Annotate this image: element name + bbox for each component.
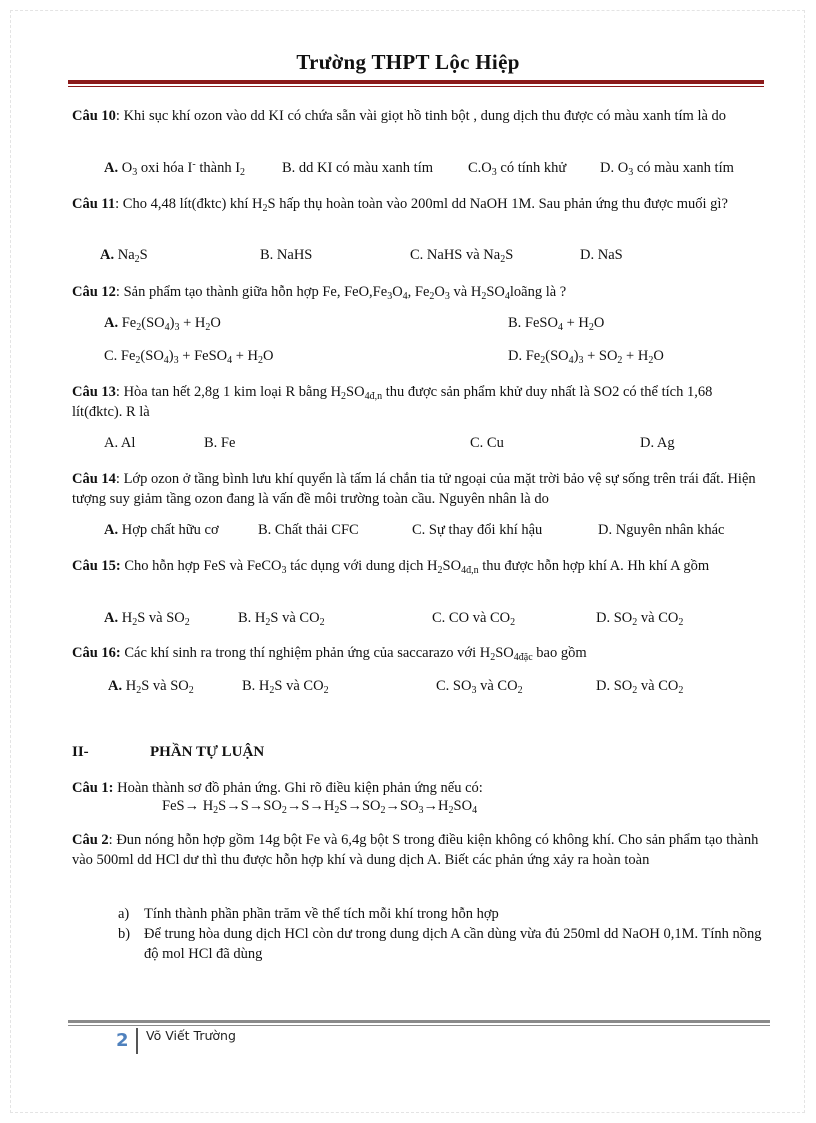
option-b: B. dd KI có màu xanh tím <box>282 160 434 176</box>
essay-question-1: Câu 1: Hoàn thành sơ đồ phản ứng. Ghi rõ điều kiện phản ứng nếu có: <box>72 780 483 796</box>
option-c: $C.O_3$ có tính khử <box>468 160 567 178</box>
question-label: Câu 10 <box>72 108 116 124</box>
option-b: B. $H_2S$ và $CO_2$ <box>238 610 325 628</box>
reaction-scheme: $FeS\to H_2S\to S\to SO_2\to S\to H_2S\to SO_2\to SO_3\to H_2SO_4$ <box>162 798 478 816</box>
question-10 <box>72 106 762 126</box>
question-label: Câu 12 <box>72 284 116 300</box>
option-c: C. CO và $CO_2$ <box>432 610 516 628</box>
page-number: 2 <box>116 1030 129 1051</box>
sub-question-a: a) Tính thành phần phần trăm về thể tích mỗi khí trong hỗn hợp <box>118 906 499 922</box>
footer-divider <box>136 1028 138 1054</box>
sub-question-b: b) Để trung hòa dung dịch HCl còn dư trong dung dịch A cần dùng vừa đủ 250ml dd NaOH 0,1M. Tính nồng độ mol HCl đã dùng <box>118 926 762 962</box>
option-a: A. $O_3$ oxi hóa I- thành $I_2$ <box>104 159 246 178</box>
school-title: Trường THPT Lộc Hiệp <box>296 50 520 74</box>
option-a: A. $H_2S$ và $SO_2$ <box>104 610 190 628</box>
option-b: B. $H_2S$ và $CO_2$ <box>242 678 329 696</box>
question-11: Câu 11: Cho 4,48 lít(đktc) khí $H_2S$ hấp thụ hoàn toàn vào 200ml dd NaOH 1M. Sau phản ứng thu được muối gì? <box>72 196 728 214</box>
option-d: D. NaS <box>580 247 623 263</box>
option-d: D. $SO_2$ và $CO_2$ <box>596 610 684 628</box>
footer-rule-thin <box>68 1025 770 1026</box>
question-label: Câu 14 <box>72 471 116 487</box>
option-c: C. Sự thay đổi khí hậu <box>412 522 543 538</box>
option-d: D. $O_3$ có màu xanh tím <box>600 160 734 178</box>
option-c: C. Cu <box>470 435 504 451</box>
option-b: B. FeSO$_4$ + $H_2O$ <box>508 315 605 333</box>
question-label: Câu 13 <box>72 384 116 400</box>
option-a: A. $Fe_2(SO_4)_3 + H_2O$ <box>104 315 221 333</box>
question-15: Câu 15: Cho hỗn hợp FeS và FeCO$_3$ tác dụng với dung dịch $H_2SO_{4đ,n}$ thu được hỗn hợp khí A. Hh khí A gồm <box>72 558 710 576</box>
option-d: D. $SO_2$ và $CO_2$ <box>596 678 684 696</box>
option-a: A. $Na_2S$ <box>100 247 148 265</box>
question-13: Câu 13: Hòa tan hết 2,8g 1 kim loại R bằng $H_2SO_{4đ,n}$ thu được sản phẩm khử duy nhất là SO2 có thể tích 1,68 lít(đktc). R là <box>72 384 713 420</box>
option-a: A. Hợp chất hữu cơ <box>104 522 219 538</box>
question-label: Câu 2 <box>72 832 109 848</box>
question-12: Câu 12: Sản phẩm tạo thành giữa hỗn hợp Fe, $FeO,Fe_3O_4$, $Fe_2O_3$ và $H_2SO_4loãng$ là ? <box>72 284 567 302</box>
question-label: Câu 16: <box>72 645 121 661</box>
option-c: C. NaHS và $Na_2S$ <box>410 247 514 265</box>
essay-question-2: Câu 2: Đun nóng hỗn hợp gồm 14g bột Fe và 6,4g bột S trong điều kiện không có không khí. Cho sản phẩm tạo thành vào 500ml dd HCl dư thì thu được hỗn hợp khí và dung dịch A. Biết các phản ứng xảy ra hoàn toàn <box>72 832 759 868</box>
option-d: D. Ag <box>640 435 675 451</box>
option-b: B. Fe <box>204 435 236 451</box>
question-label: Câu 11 <box>72 196 116 212</box>
option-b: B. NaHS <box>260 247 313 263</box>
section-heading: II- PHẦN TỰ LUẬN <box>72 744 265 760</box>
author-name: Võ Viết Trường <box>146 1028 236 1043</box>
option-d: D. $Fe_2(SO_4)_3 + SO_2 + H_2O$ <box>508 348 664 366</box>
question-text: : Khi sục khí ozon vào dd KI có chứa sẵn vài giọt hồ tinh bột , dung dịch thu được có màu xanh tím là do <box>115 108 727 124</box>
option-b: B. Chất thải CFC <box>258 522 359 538</box>
question-14: Câu 14: Lớp ozon ở tầng bình lưu khí quyển là tấm lá chắn tia tử ngoại của mặt trời bảo vệ sự sống trên trái đất. Hiện tượng suy giảm tầng ozon đang là vấn đề môi trường toàn cầu. Nguyên nhân là do <box>72 471 756 507</box>
header-rule-thin <box>68 86 764 87</box>
question-16: Câu 16: Các khí sinh ra trong thí nghiệm phản ứng của saccarazo với $H_2SO_{4đặc}$ bao gồm <box>72 645 587 663</box>
question-label: Câu 1: <box>72 780 114 796</box>
footer-rule <box>68 1020 770 1023</box>
option-c: C. $SO_3$ và $CO_2$ <box>436 678 523 696</box>
option-d: D. Nguyên nhân khác <box>598 522 725 538</box>
option-a: A. Al <box>104 435 136 451</box>
option-a: A. $H_2S$ và $SO_2$ <box>108 678 194 696</box>
header-rule <box>68 80 764 84</box>
question-label: Câu 15: <box>72 558 121 574</box>
option-c: C. $Fe_2(SO_4)_3$ + FeSO$_4$ + $H_2O$ <box>104 348 274 366</box>
